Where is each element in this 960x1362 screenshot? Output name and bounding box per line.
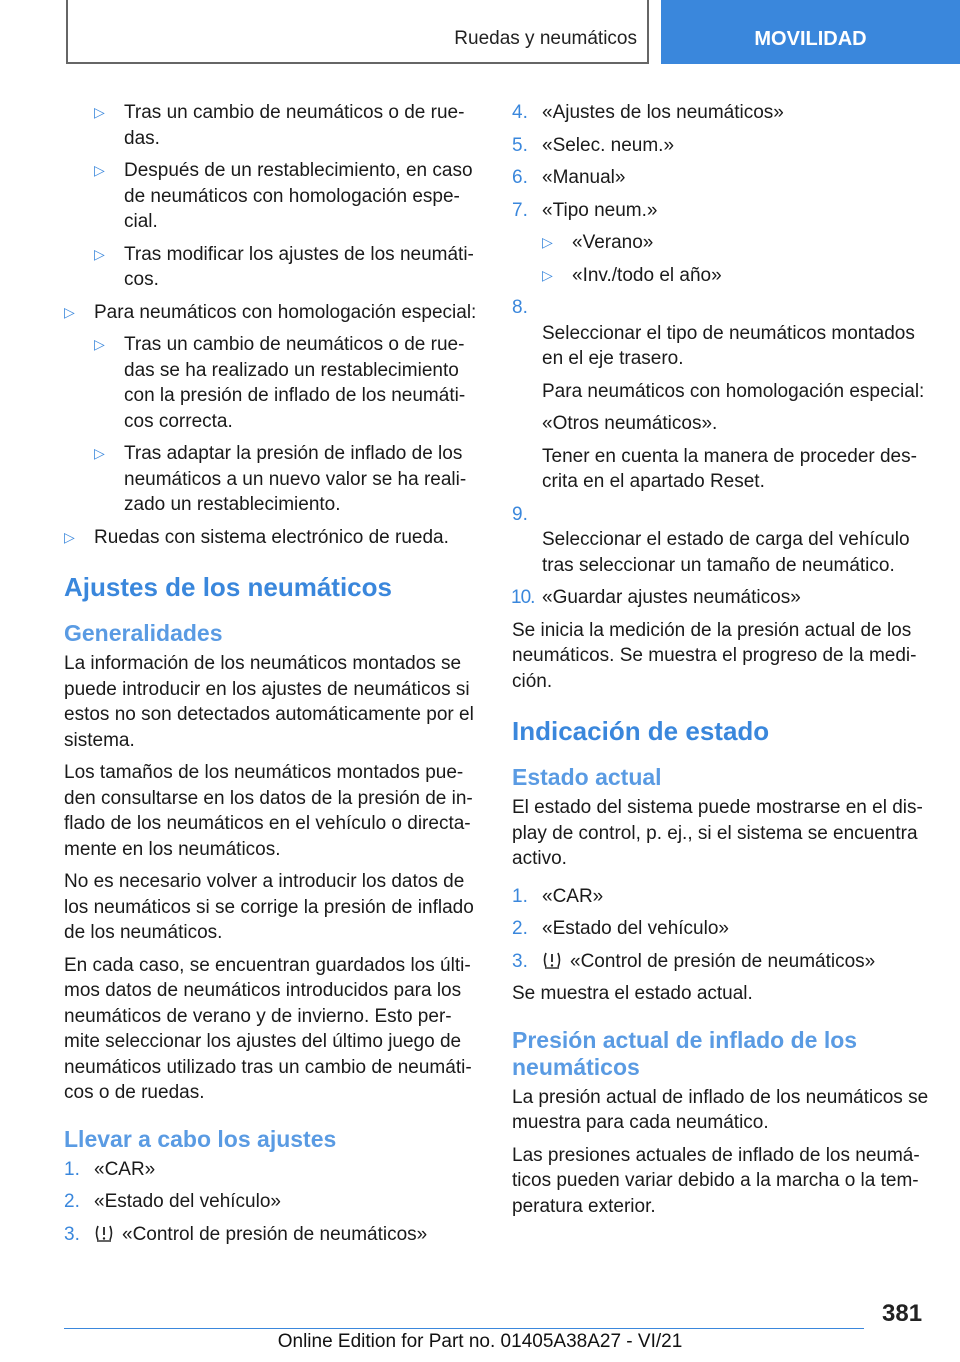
list-item-text: Tras un cambio de neumáticos o de rue- das.: [124, 102, 465, 149]
list-item: [512, 100, 932, 126]
triangle-bullet-icon: ▷: [64, 303, 75, 320]
list-item: [94, 158, 482, 235]
page-number: 381: [882, 1300, 923, 1327]
paragraph: El estado del sistema puede mostrarse en el dis- play de control, p. ej., si el sistema se encuentra activo.: [512, 797, 923, 869]
triangle-bullet-icon: ▷: [94, 336, 105, 352]
list-item: [512, 133, 932, 159]
step-number: 3.: [512, 950, 528, 972]
step-number: 1.: [512, 885, 528, 907]
step-number: 3.: [64, 1223, 80, 1245]
list-item: [512, 884, 932, 910]
tire-pressure-warning-icon: [542, 951, 562, 969]
heading-indicacion-estado: Indicación de estado: [512, 716, 770, 746]
list-item: [512, 502, 932, 579]
triangle-bullet-icon: ▷: [542, 266, 553, 283]
step-text: «Selec. neum.»: [542, 134, 675, 156]
list-item: [512, 585, 932, 611]
footer-divider: [64, 1328, 864, 1329]
step-number: 7.: [512, 199, 528, 221]
list-item: [542, 263, 932, 289]
step-text: «Ajustes de los neumáticos»: [542, 102, 784, 123]
list-item: [94, 242, 482, 293]
step-number: 2.: [64, 1191, 80, 1212]
heading-generalidades: Generalidades: [64, 620, 223, 646]
step-text: Seleccionar el estado de carga del vehículo tras seleccionar un tamaño de neumático.: [542, 529, 910, 576]
chapter-badge: MOVILIDAD: [661, 0, 960, 64]
list-item: [512, 916, 932, 942]
step-number: 5.: [512, 134, 528, 156]
step-continuation: [512, 379, 932, 495]
step-text: «Control de presión de neumáticos»: [122, 1223, 428, 1245]
step-list: [512, 884, 932, 975]
paragraph: En cada caso, se encuentran guardados los últi- mos datos de neumáticos introducidos para los neumáticos de verano y de invierno. Esto per- mite seleccionar los ajustes del último juego de neumáticos utilizado tras un cambio de neumáti- cos o de ruedas.: [64, 954, 472, 1103]
step-number: 4.: [512, 102, 528, 123]
triangle-bullet-icon: ▷: [94, 445, 105, 461]
paragraph-group: [64, 651, 482, 1106]
list-item: [512, 165, 932, 191]
step-text: «Manual»: [542, 167, 626, 188]
list-item: [64, 525, 482, 551]
paragraph: La presión actual de inflado de los neumáticos se muestra para cada neumático.: [512, 1086, 929, 1133]
step-number: 10.: [511, 587, 535, 608]
list-item-text: «Verano»: [572, 232, 654, 253]
step-text: «Estado del vehículo»: [94, 1191, 281, 1212]
list-item: [94, 441, 482, 518]
step-number: 2.: [512, 918, 528, 939]
step-text: «CAR»: [94, 1158, 156, 1180]
step-list: [512, 100, 932, 223]
paragraph: Las presiones actuales de inflado de los neumá- ticos pueden variar debido a la marcha o la tem- peratura exterior.: [512, 1144, 920, 1217]
list-item: [512, 198, 932, 224]
step-continuation-text: «Otros neumáticos».: [542, 413, 718, 434]
paragraph: Se inicia la medición de la presión actual de los neumáticos. Se muestra el progreso de la medi- ción.: [512, 619, 917, 692]
step-number: 8.: [512, 297, 528, 318]
section-title: Ruedas y neumáticos: [454, 28, 637, 49]
list-item: [94, 100, 482, 151]
list-item: [512, 949, 932, 975]
step-text: «Control de presión de neumáticos»: [570, 950, 876, 972]
heading-ajustes: Ajustes de los neumáticos: [64, 572, 392, 602]
list-item: [542, 230, 932, 256]
list-item: [64, 1189, 482, 1215]
list-item: [64, 1222, 482, 1248]
tire-pressure-warning-icon: [94, 1224, 114, 1242]
step-list: [64, 1157, 482, 1248]
step-continuation-text: Para neumáticos con homologación especial:: [542, 380, 925, 402]
left-column: [64, 100, 482, 1254]
page-header: [0, 0, 960, 66]
list-item-text: «Inv./todo el año»: [572, 264, 722, 286]
step-text: «Estado del vehículo»: [542, 918, 729, 939]
paragraph: Los tamaños de los neumáticos montados pue- den consultarse en los datos de la presión de in- flado de los neumáticos en el vehículo o directa- mente en los neumáticos.: [64, 762, 473, 860]
edition-text: Online Edition for Part no. 01405A38A27 - VI/21: [277, 1331, 683, 1352]
heading-presion-actual: Presión actual de inflado de los neumáticos: [512, 1026, 858, 1080]
step-text: «Guardar ajustes neumáticos»: [542, 587, 801, 608]
step-number: 1.: [64, 1158, 80, 1180]
heading-llevar-ajustes: Llevar a cabo los ajustes: [64, 1125, 337, 1152]
list-item: [64, 1157, 482, 1183]
step-number: 6.: [512, 167, 528, 188]
paragraph: No es necesario volver a introducir los datos de los neumáticos si se corrige la presión de inflado de los neumáticos.: [64, 871, 474, 943]
list-item: [64, 300, 482, 326]
step-text: «Tipo neum.»: [542, 199, 658, 221]
right-column: [512, 100, 932, 1226]
triangle-bullet-icon: ▷: [542, 234, 553, 250]
list-item-text: Después de un restablecimiento, en caso de neumáticos con homologación espe- cial.: [124, 160, 473, 232]
paragraph: La información de los neumáticos montados se puede introducir en los ajustes de neumáticos si estos no son detectados automáticamente por el sistema.: [64, 653, 474, 751]
bullet-list: [64, 100, 482, 550]
step-text: Seleccionar el tipo de neumáticos montados en el eje trasero.: [542, 322, 915, 369]
list-item-text: Tras modificar los ajustes de los neumáti- cos.: [124, 243, 474, 290]
triangle-bullet-icon: ▷: [94, 162, 105, 178]
triangle-bullet-icon: ▷: [64, 528, 75, 545]
triangle-bullet-icon: ▷: [94, 104, 105, 120]
step-text: «CAR»: [542, 885, 604, 907]
list-item-text: Ruedas con sistema electrónico de rueda.: [94, 526, 449, 548]
list-item: [94, 332, 482, 434]
list-item-text: Para neumáticos con homologación especial:: [94, 301, 477, 323]
heading-estado-actual: Estado actual: [512, 764, 662, 790]
list-item-text: Tras adaptar la presión de inflado de los neumáticos a un nuevo valor se ha reali- zado un restablecimiento.: [124, 443, 467, 515]
footer: [0, 1331, 960, 1353]
triangle-bullet-icon: ▷: [94, 245, 105, 262]
sub-bullet-list: [512, 230, 932, 288]
list-item: [512, 295, 932, 372]
step-continuation-text: Tener en cuenta la manera de proceder des- crita en el apartado Reset.: [542, 445, 917, 492]
list-item-text: Tras un cambio de neumáticos o de rue- das se ha realizado un restablecimiento con la presión de inflado de los neumáti- cos correcta.: [124, 334, 466, 432]
step-number: 9.: [512, 503, 528, 525]
paragraph: Se muestra el estado actual.: [512, 983, 753, 1004]
